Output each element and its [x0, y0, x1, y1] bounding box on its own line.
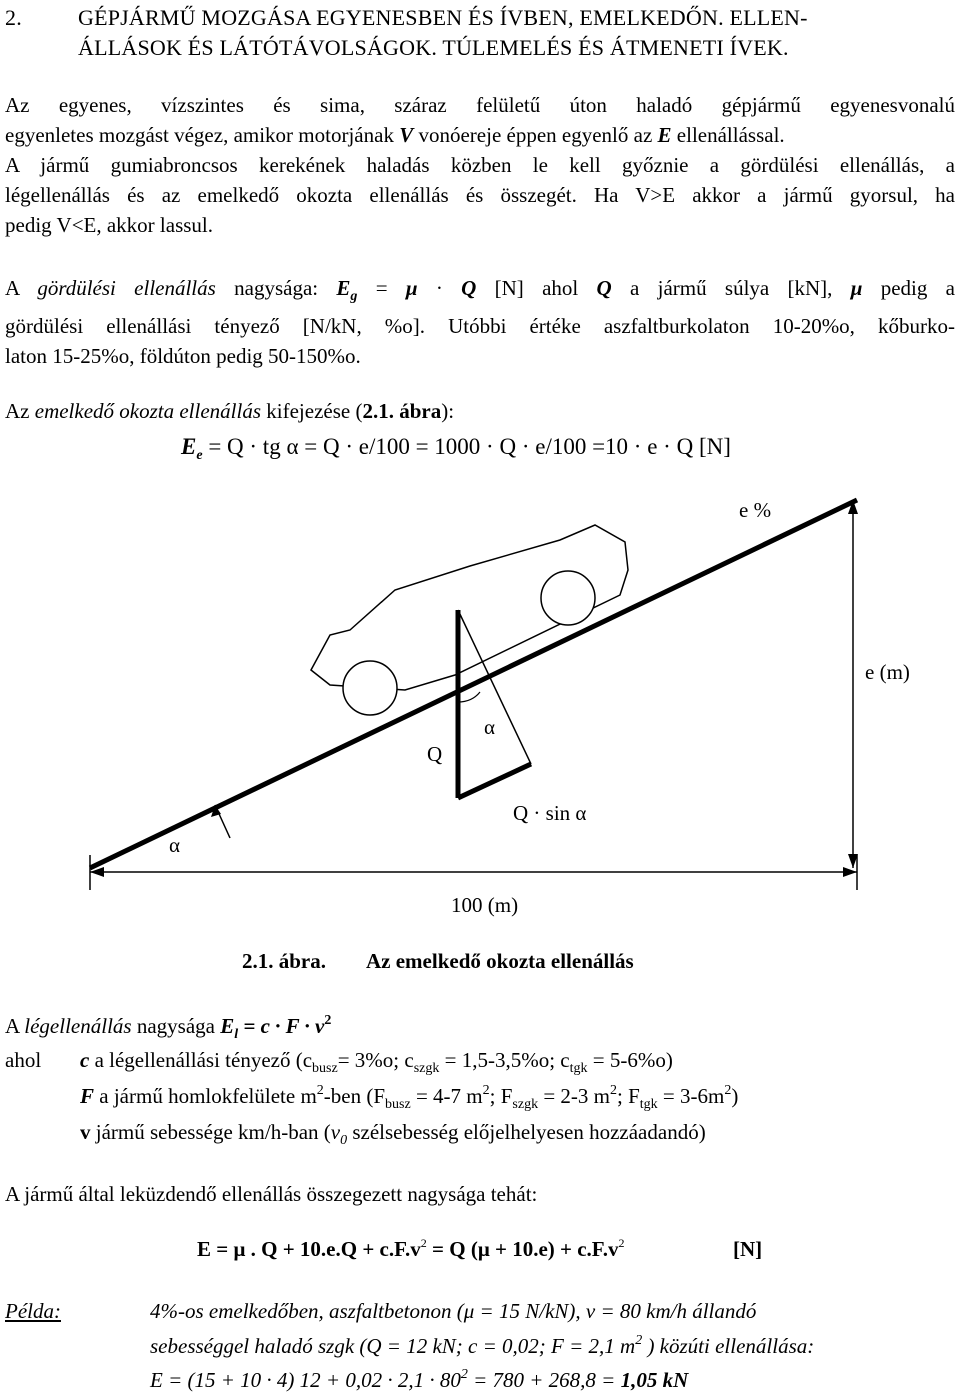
label-e-m: e (m): [865, 660, 910, 684]
para2-line3: laton 15-25%o, földúton pedig 50-150%o.: [5, 344, 361, 368]
para1-line3: A jármű gumiabroncsos kerekének haladás közben le kell győznie a gördülési ellenállás, a: [5, 153, 955, 177]
para2-line2: gördülési ellenállási tényező [N/kN, %o]. Utóbbi értéke aszfaltburkolaton 10-20%o, kőburko-: [5, 314, 955, 338]
label-100m: 100 (m): [451, 893, 519, 917]
label-alpha-top: α: [484, 715, 496, 739]
base-arrow-right: [843, 867, 857, 877]
para3: Az emelkedő okozta ellenállás kifejezése (2.1. ábra):: [5, 399, 455, 423]
section-number: 2.: [5, 5, 22, 30]
para4-row3: v jármű sebessége km/h-ban ($v_0$ szélsebesség előjelhelyesen hozzáadandó): [80, 1120, 706, 1148]
q-sin-vector: [458, 764, 531, 798]
grade-resistance-formula: $E_e = Q$ · tg α = Q · e/100 = 1000 · Q · e/100 =10 · e · Q [N]: [181, 434, 731, 463]
section-title-line2: ÁLLÁSOK ÉS LÁTÓTÁVOLSÁGOK. TÚLEMELÉS ÉS ÁTMENETI ÍVEK.: [78, 35, 789, 60]
label-q: Q: [427, 742, 443, 766]
para1-line4: légellenállás és az emelkedő okozta ellenállás és összegét. Ha V>E akkor a jármű gyorsul, ha: [5, 183, 955, 207]
para1-line1: Az egyenes, vízszintes és sima, száraz felületű úton haladó gépjármű egyenesvonalú: [5, 93, 955, 117]
label-q-sin-alpha: Q · sin α: [513, 801, 587, 825]
alpha-top-arc: [458, 692, 480, 702]
label-alpha-bottom: α: [169, 833, 181, 857]
car-rear-wheel: [343, 661, 397, 715]
para4-row1: c a légellenállási tényező ($c_{busz}= 3\%o$; $c_{szgk} = 1,5-3,5\%o$; $c_{tgk} = 5-6\%o$): [80, 1048, 673, 1076]
total-resistance-unit: [N]: [733, 1237, 763, 1261]
slope-line: [90, 500, 857, 868]
label-e-percent: e %: [739, 498, 772, 522]
para4-row1-label: ahol: [5, 1048, 42, 1072]
para1-line2: egyenletes mozgást végez, amikor motorjának V vonóereje éppen egyenlő az E ellenállással.: [5, 123, 785, 147]
example-label: Példa:: [5, 1299, 61, 1323]
example-line2: sebességgel haladó szgk (Q = 12 kN; c = 0,02; F = 2,1 $m^2$ ) közúti ellenállása:: [150, 1333, 815, 1358]
example-line3: E = (15 + 10 · 4) $12 + 0,02 \cdot 2,1 \cdot 80^2 = 780 + 268,8 = 1,05$ kN: [150, 1367, 689, 1392]
section-title-line1: GÉPJÁRMŰ MOZGÁSA EGYENESBEN ÉS ÍVBEN, EMELKEDŐN. ELLEN-: [78, 5, 808, 30]
para5: A jármű által leküzdendő ellenállás összegezett nagysága tehát:: [5, 1182, 538, 1206]
para1-line5: pedig V<E, akkor lassul.: [5, 213, 214, 237]
figure-caption: 2.1. ábra. Az emelkedő okozta ellenállás: [242, 949, 634, 973]
total-resistance-formula: E = μ . $Q + 10.e.Q + c.F.v^2 = Q$ $(\mu + 10.e) + c.F.v^2$: [197, 1236, 625, 1261]
para4-intro: A légellenállás nagysága $E_l = c \cdot F \cdot v^2$: [5, 1013, 332, 1042]
para4-row2: F a jármű homlokfelülete $m^2$-ben ($F_{busz} = 4-7$ $m^2$; $F_{szgk} = 2-3$ $m^2$; $F_{tgk} = 3-6m^2$): [80, 1083, 739, 1112]
example-line1: 4%-os emelkedőben, aszfaltbetonon (μ = 15 N/kN), v = 80 km/h állandó: [150, 1299, 757, 1323]
car-front-wheel: [541, 571, 595, 625]
para2-line1: A gördülési ellenállás nagysága: $E_g = \mu \cdot Q$ [N] ahol Q a jármű súlya [kN], μ pedig a: [5, 276, 955, 304]
